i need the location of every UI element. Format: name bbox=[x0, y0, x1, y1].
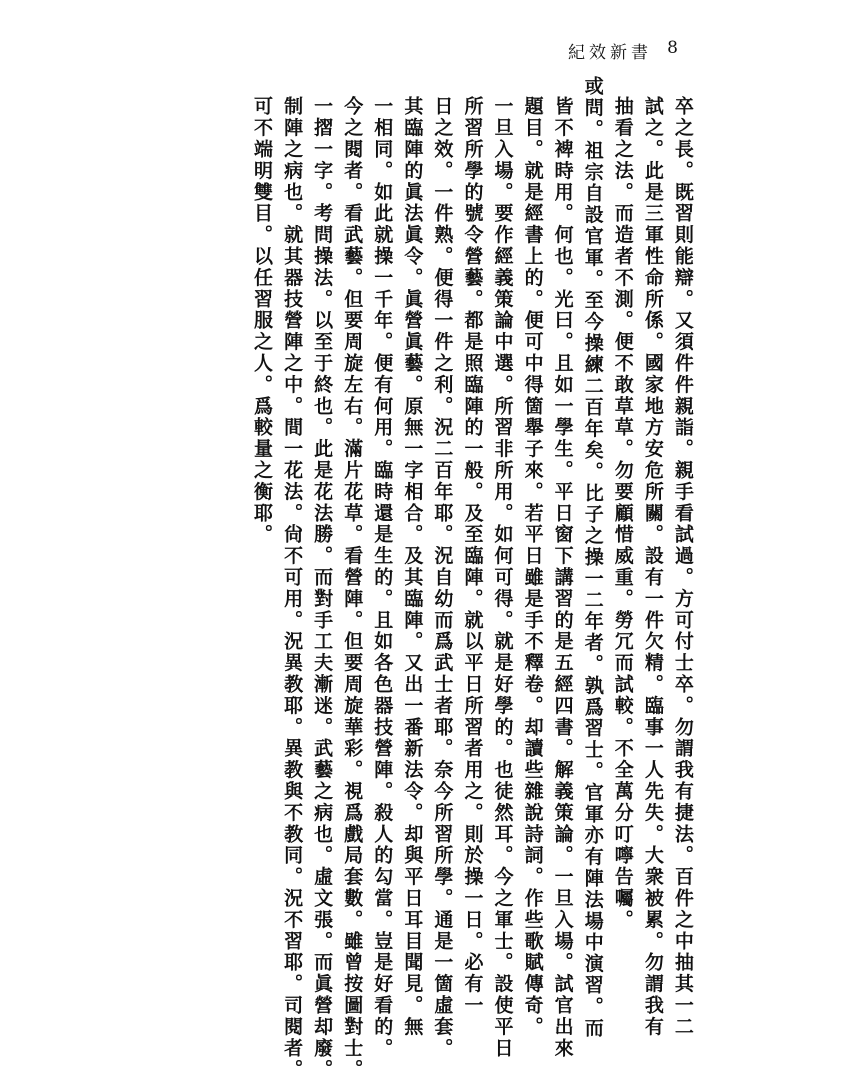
text-column: 其臨陣的眞法眞令。眞營眞藝。原無一字相合。及其臨陣。又出一番新法令。却與平日耳目聞見。無 bbox=[401, 96, 424, 1038]
text-column: 抽看之法。而造者不測。便不敢草草。勿要顧惜威重。勞冗而試較。不全萬分叮嚀告囑。 bbox=[611, 96, 634, 931]
vertical-text-block bbox=[251, 76, 694, 1080]
text-column: 一相同。如此就操一千年。便有何用。臨時還是生的。且如各色器技營陣。殺人的勾當。豈是好看的。 bbox=[371, 96, 394, 1059]
text-column: 皆不裨時用。何也。光曰。且如一學生。平日窗下講習的是五經四書。解義策論。一旦入場。試官出來 bbox=[551, 96, 574, 1059]
text-column: 卒之長。既習則能辯。又須件件親詣。親手看試過。方可付士卒。勿謂我有捷法。百件之中抽其一二 bbox=[671, 96, 694, 1038]
text-column: 一摺一字。考問操法。以至于終也。此是花法勝。而對手工夫漸迷。武藝之病也。虛文張。而眞營却廢。 bbox=[311, 96, 334, 1080]
text-column: 所習所學的號令營藝。都是照臨陣的一般。及至臨陣。就以平日所習者用之。則於操一日。必有一 bbox=[461, 96, 484, 1017]
text-column: 或問。祖宗自設官軍。至今操練二百年矣。比子之操一二年者。孰爲習士。官軍亦有陣法場中演習。而 bbox=[581, 76, 604, 1039]
page-number: 8 bbox=[667, 38, 678, 58]
text-column: 試之。此是三軍性命所係。國家地方安危所關。設有一件欠精。臨事一人先失。大衆被累。勿謂我有 bbox=[641, 96, 664, 1038]
text-column: 一旦入場。要作經義策論中選。所習非所用。如何可得。就是好學的。也徒然耳。今之軍士。設使平日 bbox=[491, 96, 514, 1059]
text-column: 可不端明雙目。以任習服之人。爲較量之衡耶。 bbox=[251, 96, 273, 546]
text-column: 制陣之病也。就其器技營陣之中。間一花法。尙不可用。況異教耶。異教與不教同。況不習耶。司閱者。 bbox=[281, 96, 304, 1080]
text-column: 今之閱者。看武藝。但要周旋左右。滿片花草。看營陣。但要周旋華彩。視爲戲局套數。雖曾按圖對士。 bbox=[341, 96, 364, 1080]
running-title: 紀效新書 bbox=[568, 43, 652, 63]
text-column: 日之效。一件熟。便得一件之利。況二百年耶。況自幼而爲武士者耶。奈今所習所學。通是一箇虛套。 bbox=[431, 96, 454, 1059]
text-column: 題目。就是經書上的。便可中得箇舉子來。若平日雖是手不釋卷。却讀些雜說詩詞。作些歌賦傳奇。 bbox=[521, 96, 544, 1038]
